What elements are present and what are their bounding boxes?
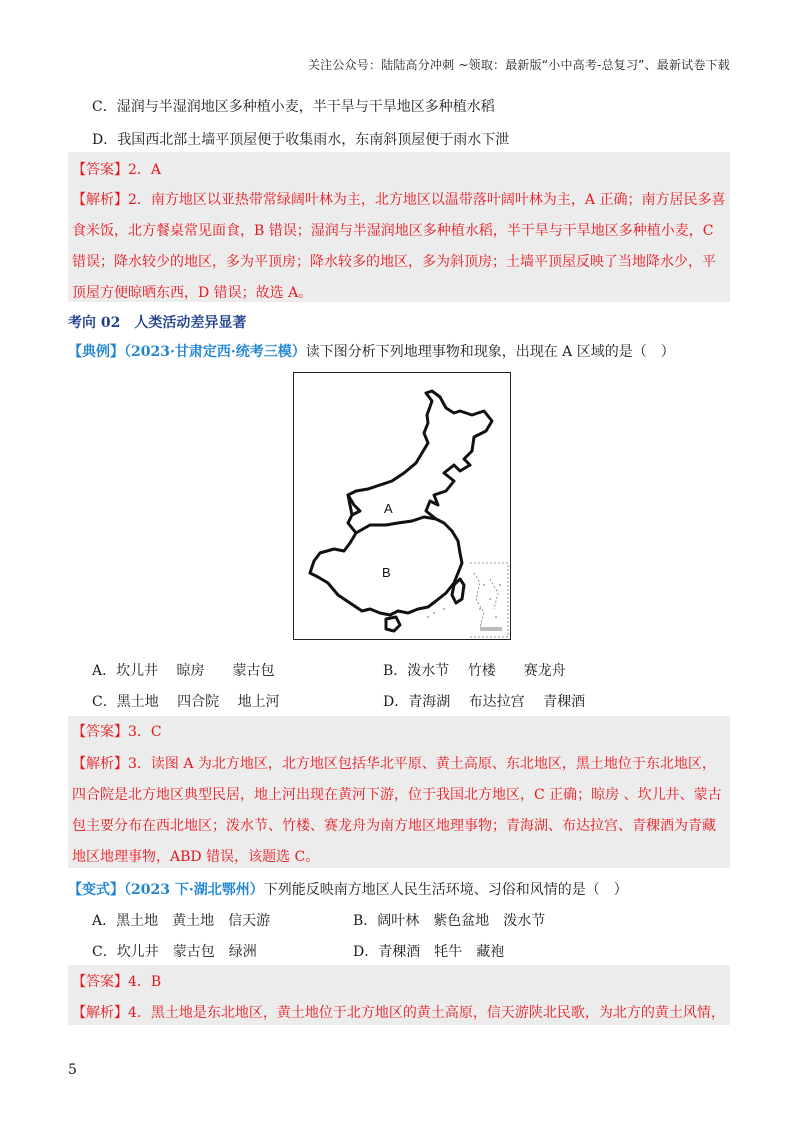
q4-option-a: A．黑土地 黄土地 信天游	[92, 913, 271, 929]
explanation-tag: 【解析】	[72, 192, 128, 208]
china-region-map	[293, 372, 511, 640]
q2-explanation-line-1: 【解析】2．南方地区以亚热带常绿阔叶林为主，北方地区以温带落叶阔叶林为主，A 正确；南方居民多喜	[72, 192, 726, 208]
q4-stem: 【变式】（2023 下·湖北鄂州）下列能反映南方地区人民生活环境、习俗和风情的是（ ）	[68, 882, 628, 898]
q3-answer	[72, 722, 728, 742]
map-drawing	[294, 373, 512, 641]
answer-value: 3．C	[128, 724, 162, 740]
q2-option-d: D．我国西北部土墙平顶屋便于收集雨水，东南斜顶屋便于雨水下泄	[92, 132, 510, 148]
answer-value: 4．B	[128, 974, 162, 990]
explanation-tag: 【解析】	[72, 756, 128, 772]
q2-option-c: C．湿润与半湿润地区多种植小麦，半干旱与干旱地区多种植水稻	[92, 99, 495, 115]
q3-explanation-line-4: 地区地理事物，ABD 错误，该题选 C。	[72, 849, 320, 865]
answer-tag: 【答案】	[72, 724, 128, 740]
answer-tag: 【答案】	[72, 162, 128, 178]
answer-value: 2．A	[128, 162, 162, 178]
q3-option-a: A．坎儿井 晾房 蒙古包	[92, 663, 275, 679]
q4-option-b: B．阔叶林 紫色盆地 泼水节	[353, 913, 546, 929]
variant-tag: 【变式】	[68, 882, 124, 898]
q2-explanation-line-4: 顶屋方便晾晒东西，D 错误；故选 A。	[72, 285, 313, 301]
answer-tag: 【答案】	[72, 974, 128, 990]
map-label-b: B	[382, 565, 391, 580]
q4-option-c: C．坎儿井 蒙古包 绿洲	[92, 944, 257, 960]
section-title: 考向 02 人类活动差异显著	[68, 315, 247, 331]
q3-option-c: C．黑土地 四合院 地上河	[92, 694, 280, 710]
question-source: （2023·甘肃定西·统考三模）	[124, 344, 306, 360]
q4-option-d: D．青稞酒 牦牛 藏袍	[353, 944, 505, 960]
q3-explanation-line-3: 包主要分布在西北地区；泼水节、竹楼、赛龙舟为南方地区地理事物；青海湖、布达拉宫、青稞酒为青藏	[72, 818, 716, 834]
example-tag: 【典例】	[68, 344, 124, 360]
question-source: （2023 下·湖北鄂州）	[124, 882, 264, 898]
q3-explanation-line-1: 【解析】3．读图 A 为北方地区，北方地区包括华北平原、黄土高原、东北地区，黑土地位于东北地区，	[72, 756, 716, 772]
map-label-a: A	[384, 501, 393, 516]
q3-stem: 【典例】（2023·甘肃定西·统考三模）读下图分析下列地理事物和现象，出现在 A 区域的是（ ）	[68, 344, 675, 360]
page-header: 关注公众号：陆陆高分冲刺 ~领取：最新版“小中高考-总复习”、最新试卷下载	[307, 58, 730, 72]
q4-explanation-line-1: 【解析】4．黑土地是东北地区，黄土地位于北方地区的黄土高原，信天游陕北民歌，为北方的黄土风情，	[72, 1005, 725, 1021]
q2-explanation-line-2: 食米饭，北方餐桌常见面食，B 错误；湿润与半湿润地区多种植水稻，半干旱与干旱地区多种植小麦，C	[72, 223, 714, 239]
q4-answer	[72, 972, 728, 992]
q3-option-b: B．泼水节 竹楼 赛龙舟	[383, 663, 566, 679]
q3-option-d: D．青海湖 布达拉宫 青稞酒	[383, 694, 586, 710]
q2-explanation-line-3: 错误；降水较少的地区，多为平顶房；降水较多的地区，多为斜顶房；土墙平顶屋反映了当地降水少，平	[72, 254, 716, 270]
q3-explanation-line-2: 四合院是北方地区典型民居，地上河出现在黄河下游，位于我国北方地区，C 正确；晾房 、坎儿井、蒙古	[72, 787, 722, 803]
q2-answer	[72, 160, 728, 180]
explanation-tag: 【解析】	[72, 1005, 128, 1021]
page-number: 5	[68, 1062, 77, 1078]
